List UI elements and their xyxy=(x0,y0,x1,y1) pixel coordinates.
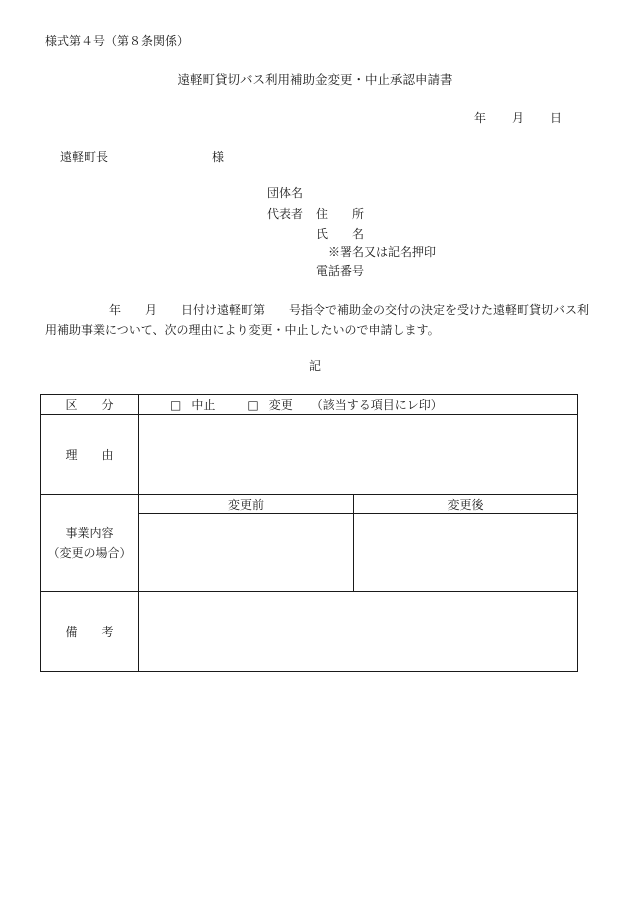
date-month: 月 xyxy=(512,111,525,125)
body-paragraph: 年 月 日付け遠軽町第 号指令で補助金の交付の決定を受けた遠軽町貸切バス利用補助事業について、次の理由により変更・中止したいので申請します。 xyxy=(45,303,590,337)
change-option-label: 変更 xyxy=(268,398,293,412)
category-row xyxy=(41,395,578,415)
name-label: 氏 名 xyxy=(316,227,365,241)
after-change-field[interactable] xyxy=(354,514,578,592)
remarks-row xyxy=(41,592,578,672)
before-change-header: 変更前 xyxy=(139,495,354,514)
application-table xyxy=(40,394,578,672)
form-number: 様式第４号（第８条関係） xyxy=(45,34,190,48)
addressee-suffix: 様 xyxy=(212,150,225,164)
change-checkbox[interactable]: □ xyxy=(247,398,259,412)
content-label xyxy=(41,495,139,592)
ki-heading: 記 xyxy=(308,359,321,373)
content-header-row xyxy=(41,495,578,514)
address-label: 住 所 xyxy=(316,207,365,221)
option-note: （該当する項目にレ印） xyxy=(310,398,443,412)
date-year: 年 xyxy=(474,111,487,125)
org-name-label: 団体名 xyxy=(267,186,304,200)
remarks-label: 備 考 xyxy=(41,592,139,672)
seal-note: ※署名又は記名押印 xyxy=(328,245,437,259)
reason-label: 理 由 xyxy=(41,415,139,495)
reason-field[interactable] xyxy=(139,415,578,495)
category-options xyxy=(139,395,578,415)
document-title: 遠軽町貸切バス利用補助金変更・中止承認申請書 xyxy=(177,72,453,87)
representative-label: 代表者 xyxy=(267,207,304,221)
cancel-checkbox[interactable]: □ xyxy=(170,398,182,412)
category-label: 区 分 xyxy=(41,395,139,415)
remarks-field[interactable] xyxy=(139,592,578,672)
addressee-name: 遠軽町長 xyxy=(60,150,109,164)
content-label-line1: 事業内容 xyxy=(65,526,114,540)
phone-label: 電話番号 xyxy=(316,264,365,278)
date-line xyxy=(474,112,562,124)
before-change-field[interactable] xyxy=(139,514,354,592)
addressee xyxy=(60,151,224,163)
after-change-header: 変更後 xyxy=(354,495,578,514)
date-day: 日 xyxy=(550,111,563,125)
reason-row xyxy=(41,415,578,495)
content-label-line2: （変更の場合） xyxy=(47,546,132,560)
cancel-option-label: 中止 xyxy=(191,398,216,412)
